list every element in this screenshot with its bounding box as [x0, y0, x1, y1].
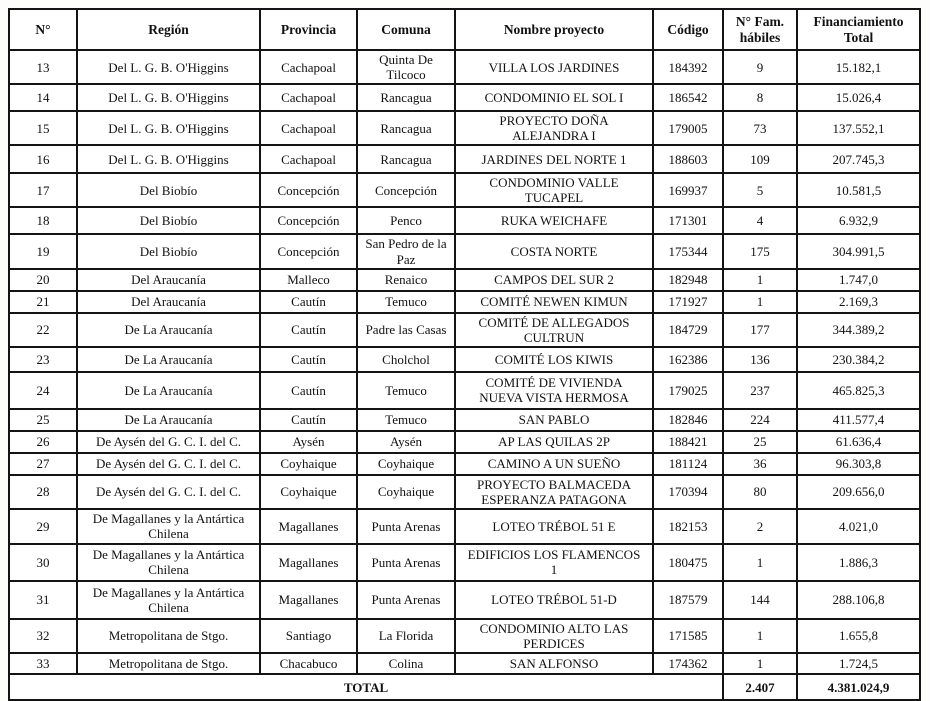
cell-codigo: 171927	[653, 291, 723, 313]
cell-provincia: Santiago	[260, 619, 357, 653]
cell-row-number: 13	[9, 50, 77, 84]
cell-region: Del L. G. B. O'Higgins	[77, 111, 260, 145]
cell-provincia: Chacabuco	[260, 653, 357, 674]
cell-comuna: Rancagua	[357, 145, 455, 173]
cell-familias-habiles: 5	[723, 173, 797, 207]
table-row	[9, 50, 920, 84]
cell-familias-habiles: 1	[723, 291, 797, 313]
cell-familias-habiles: 36	[723, 453, 797, 475]
cell-codigo: 179025	[653, 372, 723, 409]
cell-provincia: Cachapoal	[260, 111, 357, 145]
cell-provincia: Concepción	[260, 207, 357, 234]
header-provincia: Provincia	[260, 9, 357, 50]
cell-row-number: 33	[9, 653, 77, 674]
cell-row-number: 24	[9, 372, 77, 409]
cell-region: Del L. G. B. O'Higgins	[77, 50, 260, 84]
cell-region: De La Araucanía	[77, 409, 260, 431]
table-row	[9, 313, 920, 347]
cell-row-number: 15	[9, 111, 77, 145]
cell-nombre-proyecto: PROYECTO BALMACEDA ESPERANZA PATAGONA	[455, 475, 653, 509]
cell-codigo: 171301	[653, 207, 723, 234]
cell-familias-habiles: 1	[723, 269, 797, 291]
cell-comuna: Cholchol	[357, 347, 455, 372]
cell-codigo: 187579	[653, 581, 723, 619]
cell-region: Del Biobío	[77, 234, 260, 268]
table-row	[9, 581, 920, 619]
cell-region: De La Araucanía	[77, 372, 260, 409]
cell-codigo: 181124	[653, 453, 723, 475]
cell-provincia: Concepción	[260, 173, 357, 207]
cell-comuna: Aysén	[357, 431, 455, 453]
cell-provincia: Malleco	[260, 269, 357, 291]
cell-financiamiento-total: 209.656,0	[797, 475, 920, 509]
header-nombre-proyecto: Nombre proyecto	[455, 9, 653, 50]
table-row	[9, 431, 920, 453]
cell-nombre-proyecto: CONDOMINIO ALTO LAS PERDICES	[455, 619, 653, 653]
cell-region: De Aysén del G. C. I. del C.	[77, 475, 260, 509]
cell-familias-habiles: 25	[723, 431, 797, 453]
cell-row-number: 21	[9, 291, 77, 313]
cell-nombre-proyecto: COMITÉ DE ALLEGADOS CULTRUN	[455, 313, 653, 347]
cell-region: De Aysén del G. C. I. del C.	[77, 453, 260, 475]
cell-comuna: Temuco	[357, 409, 455, 431]
cell-financiamiento-total: 230.384,2	[797, 347, 920, 372]
cell-region: De Magallanes y la Antártica Chilena	[77, 509, 260, 544]
cell-financiamiento-total: 1.724,5	[797, 653, 920, 674]
cell-financiamiento-total: 207.745,3	[797, 145, 920, 173]
header-region: Región	[77, 9, 260, 50]
cell-familias-habiles: 1	[723, 653, 797, 674]
cell-familias-habiles: 144	[723, 581, 797, 619]
table-header	[9, 9, 920, 50]
cell-row-number: 31	[9, 581, 77, 619]
cell-financiamiento-total: 15.182,1	[797, 50, 920, 84]
cell-nombre-proyecto: PROYECTO DOÑA ALEJANDRA I	[455, 111, 653, 145]
header-financiamiento-total: Financiamiento Total	[797, 9, 920, 50]
cell-comuna: Punta Arenas	[357, 509, 455, 544]
cell-codigo: 180475	[653, 544, 723, 581]
cell-region: Del Biobío	[77, 207, 260, 234]
table-row	[9, 145, 920, 173]
cell-codigo: 182153	[653, 509, 723, 544]
cell-codigo: 184392	[653, 50, 723, 84]
cell-comuna: Rancagua	[357, 84, 455, 111]
header-numero: N°	[9, 9, 77, 50]
table-row	[9, 372, 920, 409]
cell-financiamiento-total: 1.747,0	[797, 269, 920, 291]
cell-row-number: 32	[9, 619, 77, 653]
table-row	[9, 619, 920, 653]
table-row	[9, 544, 920, 581]
cell-row-number: 22	[9, 313, 77, 347]
cell-financiamiento-total: 304.991,5	[797, 234, 920, 268]
cell-row-number: 20	[9, 269, 77, 291]
cell-nombre-proyecto: COSTA NORTE	[455, 234, 653, 268]
cell-financiamiento-total: 288.106,8	[797, 581, 920, 619]
header-comuna: Comuna	[357, 9, 455, 50]
cell-row-number: 19	[9, 234, 77, 268]
cell-nombre-proyecto: JARDINES DEL NORTE 1	[455, 145, 653, 173]
cell-nombre-proyecto: CAMINO A UN SUEÑO	[455, 453, 653, 475]
table-row	[9, 111, 920, 145]
cell-financiamiento-total: 465.825,3	[797, 372, 920, 409]
table-row	[9, 269, 920, 291]
cell-region: Del Araucanía	[77, 291, 260, 313]
cell-familias-habiles: 1	[723, 619, 797, 653]
cell-familias-habiles: 237	[723, 372, 797, 409]
header-row	[9, 9, 920, 50]
cell-region: De Aysén del G. C. I. del C.	[77, 431, 260, 453]
cell-codigo: 179005	[653, 111, 723, 145]
table-row	[9, 347, 920, 372]
cell-row-number: 28	[9, 475, 77, 509]
cell-provincia: Coyhaique	[260, 475, 357, 509]
cell-familias-habiles: 177	[723, 313, 797, 347]
cell-financiamiento-total: 137.552,1	[797, 111, 920, 145]
projects-table	[8, 8, 921, 701]
cell-row-number: 29	[9, 509, 77, 544]
cell-provincia: Cautín	[260, 347, 357, 372]
total-label: TOTAL	[9, 674, 723, 700]
cell-financiamiento-total: 1.886,3	[797, 544, 920, 581]
cell-provincia: Aysén	[260, 431, 357, 453]
cell-nombre-proyecto: SAN PABLO	[455, 409, 653, 431]
cell-row-number: 25	[9, 409, 77, 431]
cell-comuna: San Pedro de la Paz	[357, 234, 455, 268]
table-row	[9, 173, 920, 207]
table-body	[9, 50, 920, 674]
cell-codigo: 186542	[653, 84, 723, 111]
cell-comuna: Rancagua	[357, 111, 455, 145]
cell-financiamiento-total: 1.655,8	[797, 619, 920, 653]
cell-region: De La Araucanía	[77, 313, 260, 347]
total-row	[9, 674, 920, 700]
cell-financiamiento-total: 4.021,0	[797, 509, 920, 544]
cell-nombre-proyecto: COMITÉ LOS KIWIS	[455, 347, 653, 372]
cell-nombre-proyecto: LOTEO TRÉBOL 51 E	[455, 509, 653, 544]
cell-provincia: Cautín	[260, 313, 357, 347]
cell-provincia: Concepción	[260, 234, 357, 268]
cell-comuna: Quinta De Tilcoco	[357, 50, 455, 84]
cell-comuna: Temuco	[357, 291, 455, 313]
cell-nombre-proyecto: CONDOMINIO EL SOL I	[455, 84, 653, 111]
cell-familias-habiles: 4	[723, 207, 797, 234]
cell-comuna: Colina	[357, 653, 455, 674]
cell-nombre-proyecto: CONDOMINIO VALLE TUCAPEL	[455, 173, 653, 207]
cell-familias-habiles: 224	[723, 409, 797, 431]
cell-codigo: 175344	[653, 234, 723, 268]
table-row	[9, 409, 920, 431]
cell-region: Del Araucanía	[77, 269, 260, 291]
cell-provincia: Cautín	[260, 291, 357, 313]
cell-nombre-proyecto: CAMPOS DEL SUR 2	[455, 269, 653, 291]
cell-comuna: Penco	[357, 207, 455, 234]
cell-comuna: La Florida	[357, 619, 455, 653]
cell-provincia: Cachapoal	[260, 145, 357, 173]
cell-provincia: Cachapoal	[260, 84, 357, 111]
cell-provincia: Magallanes	[260, 581, 357, 619]
table-row	[9, 291, 920, 313]
header-familias-habiles: N° Fam. hábiles	[723, 9, 797, 50]
cell-codigo: 170394	[653, 475, 723, 509]
cell-familias-habiles: 8	[723, 84, 797, 111]
cell-region: Metropolitana de Stgo.	[77, 619, 260, 653]
cell-familias-habiles: 175	[723, 234, 797, 268]
cell-row-number: 26	[9, 431, 77, 453]
cell-familias-habiles: 2	[723, 509, 797, 544]
cell-comuna: Coyhaique	[357, 453, 455, 475]
cell-row-number: 23	[9, 347, 77, 372]
cell-nombre-proyecto: EDIFICIOS LOS FLAMENCOS 1	[455, 544, 653, 581]
cell-codigo: 171585	[653, 619, 723, 653]
cell-familias-habiles: 9	[723, 50, 797, 84]
cell-codigo: 162386	[653, 347, 723, 372]
cell-nombre-proyecto: LOTEO TRÉBOL 51-D	[455, 581, 653, 619]
cell-row-number: 18	[9, 207, 77, 234]
cell-familias-habiles: 1	[723, 544, 797, 581]
cell-region: De La Araucanía	[77, 347, 260, 372]
cell-region: De Magallanes y la Antártica Chilena	[77, 581, 260, 619]
cell-comuna: Padre las Casas	[357, 313, 455, 347]
cell-codigo: 184729	[653, 313, 723, 347]
cell-provincia: Cachapoal	[260, 50, 357, 84]
cell-codigo: 188421	[653, 431, 723, 453]
cell-comuna: Concepción	[357, 173, 455, 207]
table-row	[9, 509, 920, 544]
table-row	[9, 475, 920, 509]
cell-region: Del L. G. B. O'Higgins	[77, 84, 260, 111]
cell-familias-habiles: 109	[723, 145, 797, 173]
cell-financiamiento-total: 2.169,3	[797, 291, 920, 313]
cell-financiamiento-total: 61.636,4	[797, 431, 920, 453]
cell-provincia: Coyhaique	[260, 453, 357, 475]
cell-familias-habiles: 73	[723, 111, 797, 145]
cell-provincia: Cautín	[260, 409, 357, 431]
cell-familias-habiles: 136	[723, 347, 797, 372]
total-familias: 2.407	[723, 674, 797, 700]
table-row	[9, 653, 920, 674]
cell-provincia: Cautín	[260, 372, 357, 409]
cell-row-number: 30	[9, 544, 77, 581]
cell-region: Metropolitana de Stgo.	[77, 653, 260, 674]
cell-financiamiento-total: 96.303,8	[797, 453, 920, 475]
cell-comuna: Renaico	[357, 269, 455, 291]
cell-codigo: 182846	[653, 409, 723, 431]
cell-row-number: 16	[9, 145, 77, 173]
cell-nombre-proyecto: AP LAS QUILAS 2P	[455, 431, 653, 453]
cell-row-number: 17	[9, 173, 77, 207]
table-row	[9, 84, 920, 111]
cell-region: Del L. G. B. O'Higgins	[77, 145, 260, 173]
cell-nombre-proyecto: COMITÉ NEWEN KIMUN	[455, 291, 653, 313]
table-footer	[9, 674, 920, 700]
cell-provincia: Magallanes	[260, 544, 357, 581]
total-financiamiento: 4.381.024,9	[797, 674, 920, 700]
table-row	[9, 207, 920, 234]
cell-comuna: Punta Arenas	[357, 581, 455, 619]
cell-nombre-proyecto: COMITÉ DE VIVIENDA NUEVA VISTA HERMOSA	[455, 372, 653, 409]
header-codigo: Código	[653, 9, 723, 50]
cell-codigo: 188603	[653, 145, 723, 173]
cell-financiamiento-total: 344.389,2	[797, 313, 920, 347]
cell-row-number: 27	[9, 453, 77, 475]
cell-nombre-proyecto: VILLA LOS JARDINES	[455, 50, 653, 84]
cell-familias-habiles: 80	[723, 475, 797, 509]
table-row	[9, 453, 920, 475]
cell-codigo: 182948	[653, 269, 723, 291]
cell-financiamiento-total: 6.932,9	[797, 207, 920, 234]
cell-nombre-proyecto: RUKA WEICHAFE	[455, 207, 653, 234]
cell-financiamiento-total: 10.581,5	[797, 173, 920, 207]
cell-codigo: 174362	[653, 653, 723, 674]
cell-region: De Magallanes y la Antártica Chilena	[77, 544, 260, 581]
cell-codigo: 169937	[653, 173, 723, 207]
cell-comuna: Punta Arenas	[357, 544, 455, 581]
cell-comuna: Coyhaique	[357, 475, 455, 509]
table-row	[9, 234, 920, 268]
cell-nombre-proyecto: SAN ALFONSO	[455, 653, 653, 674]
cell-row-number: 14	[9, 84, 77, 111]
cell-comuna: Temuco	[357, 372, 455, 409]
cell-region: Del Biobío	[77, 173, 260, 207]
cell-financiamiento-total: 411.577,4	[797, 409, 920, 431]
cell-provincia: Magallanes	[260, 509, 357, 544]
cell-financiamiento-total: 15.026,4	[797, 84, 920, 111]
